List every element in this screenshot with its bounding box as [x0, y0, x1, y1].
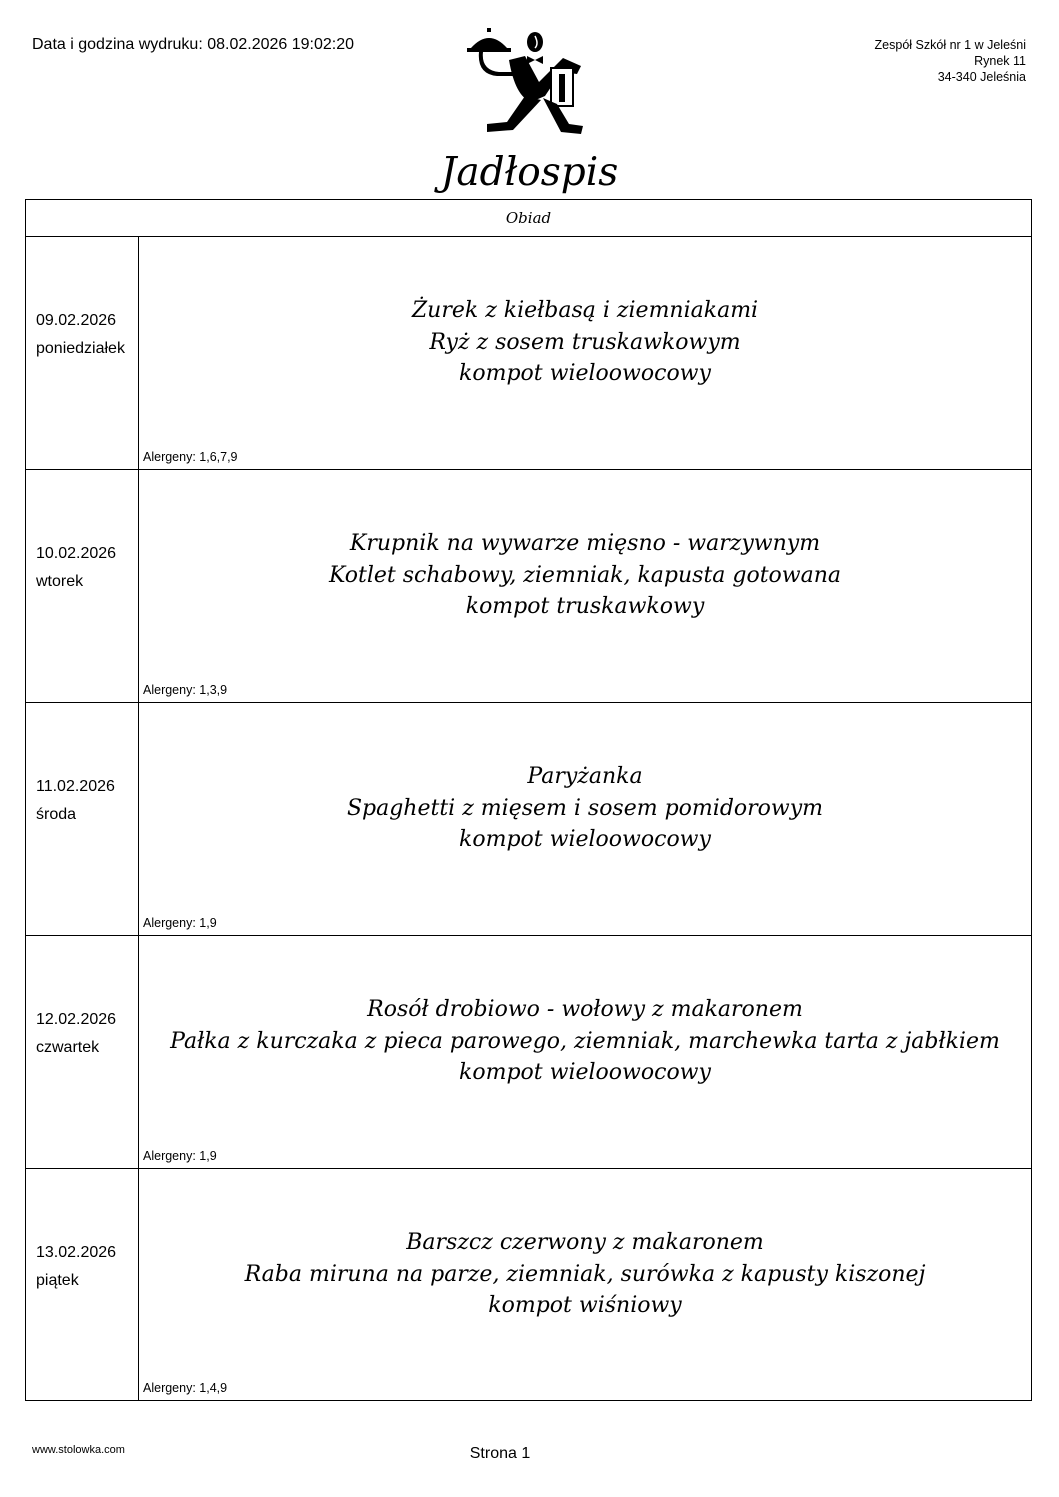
- column-header-obiad: Obiad: [26, 200, 1031, 237]
- date-cell: [26, 237, 139, 469]
- meal-cell: [139, 237, 1031, 469]
- allergens: Alergeny: 1,6,7,9: [143, 450, 238, 464]
- dish-soup: Krupnik na wywarze mięsno - warzywnym: [349, 531, 821, 556]
- dish-soup: Rosół drobiowo - wołowy z makaronem: [367, 997, 803, 1022]
- meal-cell: [139, 703, 1031, 935]
- dish-soup: Barszcz czerwony z makaronem: [406, 1230, 764, 1255]
- weekday: piątek: [36, 1272, 79, 1289]
- waiter-logo-icon: [465, 26, 591, 136]
- dish-main: Raba miruna na parze, ziemniak, surówka z kapusty kiszonej: [244, 1261, 926, 1287]
- school-street: Rynek 11: [974, 54, 1026, 68]
- meal-cell: [139, 936, 1031, 1168]
- date-cell: [26, 1169, 139, 1400]
- dishes: [139, 994, 1031, 1089]
- day-row: [26, 703, 1031, 936]
- allergens: Alergeny: 1,4,9: [143, 1381, 228, 1395]
- dish-drink: kompot wieloowocowy: [459, 1060, 711, 1085]
- date: 09.02.2026: [36, 312, 117, 329]
- dish-soup: Paryżanka: [527, 764, 643, 789]
- page-title: Jadłospis: [440, 150, 619, 195]
- footer-url[interactable]: www.stolowka.com: [32, 1444, 125, 1456]
- allergens: Alergeny: 1,9: [143, 916, 217, 930]
- dishes: [139, 1227, 1031, 1322]
- date: 12.02.2026: [36, 1011, 117, 1028]
- date: 11.02.2026: [36, 778, 115, 795]
- dish-main: Kotlet schabowy, ziemniak, kapusta gotowana: [328, 562, 842, 588]
- allergens: Alergeny: 1,9: [143, 1149, 217, 1163]
- day-row: [26, 936, 1031, 1169]
- weekday: wtorek: [36, 573, 84, 590]
- allergens: Alergeny: 1,3,9: [143, 683, 228, 697]
- dishes: [139, 295, 1031, 390]
- day-row: [26, 470, 1031, 703]
- page-number: Strona 1: [469, 1445, 531, 1462]
- meal-cell: [139, 1169, 1031, 1400]
- dish-soup: Żurek z kiełbasą i ziemniakami: [411, 298, 759, 323]
- print-date: Data i godzina wydruku: 08.02.2026 19:02:20: [32, 36, 355, 53]
- dish-main: Ryż z sosem truskawkowym: [429, 329, 741, 355]
- weekday: czwartek: [36, 1039, 100, 1056]
- menu-table: [25, 199, 1032, 1401]
- weekday: poniedziałek: [36, 340, 125, 357]
- date-cell: [26, 703, 139, 935]
- date: 10.02.2026: [36, 545, 117, 562]
- weekday: środa: [36, 806, 77, 823]
- dish-main: Pałka z kurczaka z pieca parowego, ziemniak, marchewka tarta z jabłkiem: [170, 1028, 1000, 1054]
- dish-drink: kompot truskawkowy: [465, 594, 705, 619]
- dish-main: Spaghetti z mięsem i sosem pomidorowym: [346, 795, 824, 821]
- day-row: [26, 1169, 1031, 1400]
- dishes: [139, 528, 1031, 623]
- date-cell: [26, 470, 139, 702]
- school-city: 34-340 Jeleśnia: [937, 70, 1026, 84]
- dish-drink: kompot wieloowocowy: [459, 827, 711, 852]
- day-row: [26, 237, 1031, 470]
- school-address: [875, 37, 1026, 85]
- dish-drink: kompot wieloowocowy: [459, 361, 711, 386]
- meal-cell: [139, 470, 1031, 702]
- date-cell: [26, 936, 139, 1168]
- date: 13.02.2026: [36, 1244, 117, 1261]
- dish-drink: kompot wiśniowy: [488, 1293, 682, 1318]
- school-name: Zespół Szkół nr 1 w Jeleśni: [874, 38, 1026, 52]
- dishes: [139, 761, 1031, 856]
